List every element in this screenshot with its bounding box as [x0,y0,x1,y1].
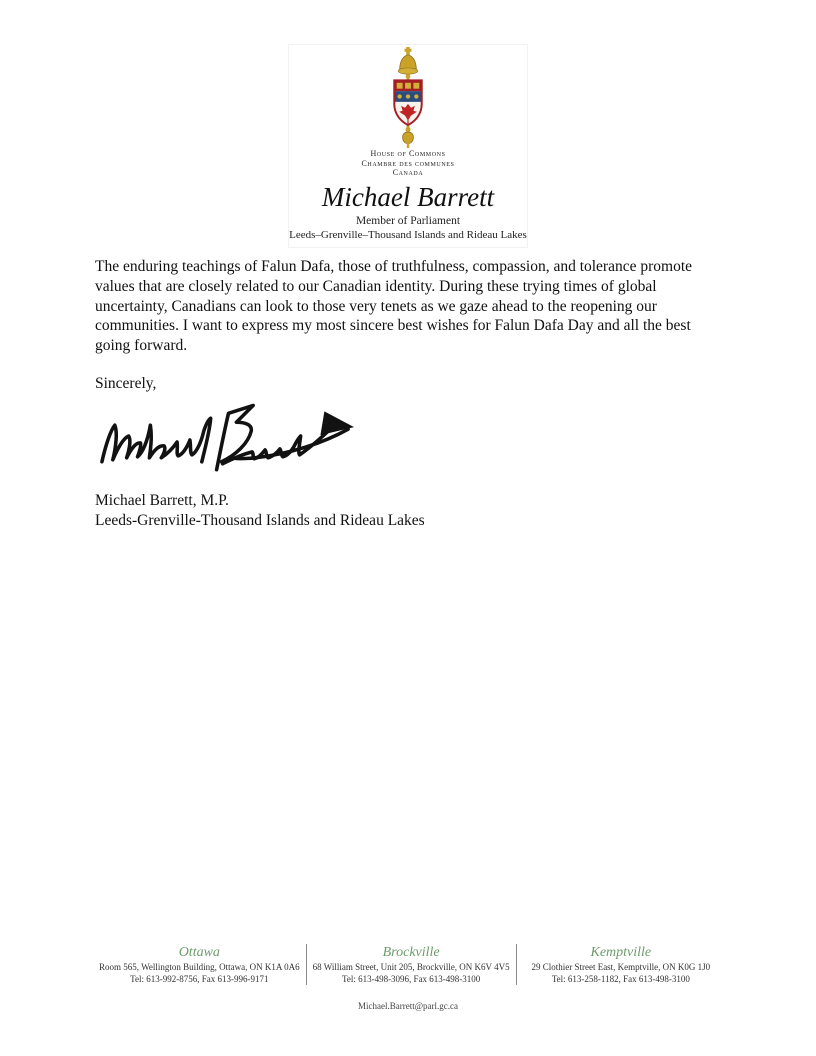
office-city: Kemptville [590,945,652,960]
office-city: Ottawa [178,945,220,960]
michael-barrett-signature-icon [96,398,358,486]
letterhead [288,44,528,248]
org-name-fr: Chambre des communes [361,158,455,168]
office-brockville [306,944,516,985]
org-country: Canada [392,168,424,177]
signoff-name: Michael Barrett, M.P. [95,492,229,509]
signature-image [96,398,358,486]
mp-title: Member of Parliament [355,214,461,227]
letter-paragraph: The enduring teachings of Falun Dafa, those of truthfulness, compassion, and tolerance promote values that are closely related to our Canadian identity. During these trying times of global uncertainty, Canadians can look to those very tenets as we gaze ahead to the reopening our communities. I want to express my most sincere best wishes for Falun Dafa Day and all the best going forward. [95,258,693,355]
signoff-block [95,491,425,531]
mp-name: Michael Barrett [321,181,495,212]
office-address: Room 565, Wellington Building, Ottawa, ON K1A 0A6 [99,962,300,972]
footer-email: Michael.Barrett@parl.gc.ca [358,1001,458,1011]
office-phone: Tel: 613-258-1182, Fax 613-498-3100 [551,974,690,984]
office-ottawa [93,944,306,985]
closing-salutation: Sincerely, [95,375,157,392]
mp-riding: Leeds–Grenville–Thousand Islands and Rideau Lakes [289,228,527,241]
office-phone: Tel: 613-498-3096, Fax 613-498-3100 [341,974,481,984]
office-phone: Tel: 613-992-8756, Fax 613-996-9171 [130,974,269,984]
office-address: 68 William Street, Unit 205, Brockville, ON K6V 4V5 [312,962,510,972]
org-name-en: House of Commons [370,149,446,158]
office-kemptville [516,944,725,985]
office-city: Brockville [382,945,440,960]
signoff-riding: Leeds-Grenville-Thousand Islands and Rideau Lakes [95,511,425,529]
office-address: 29 Clothier Street East, Kemptville, ON K0G 1J0 [531,962,711,972]
house-of-commons-crest-icon [385,47,431,149]
footer-offices [93,944,725,985]
